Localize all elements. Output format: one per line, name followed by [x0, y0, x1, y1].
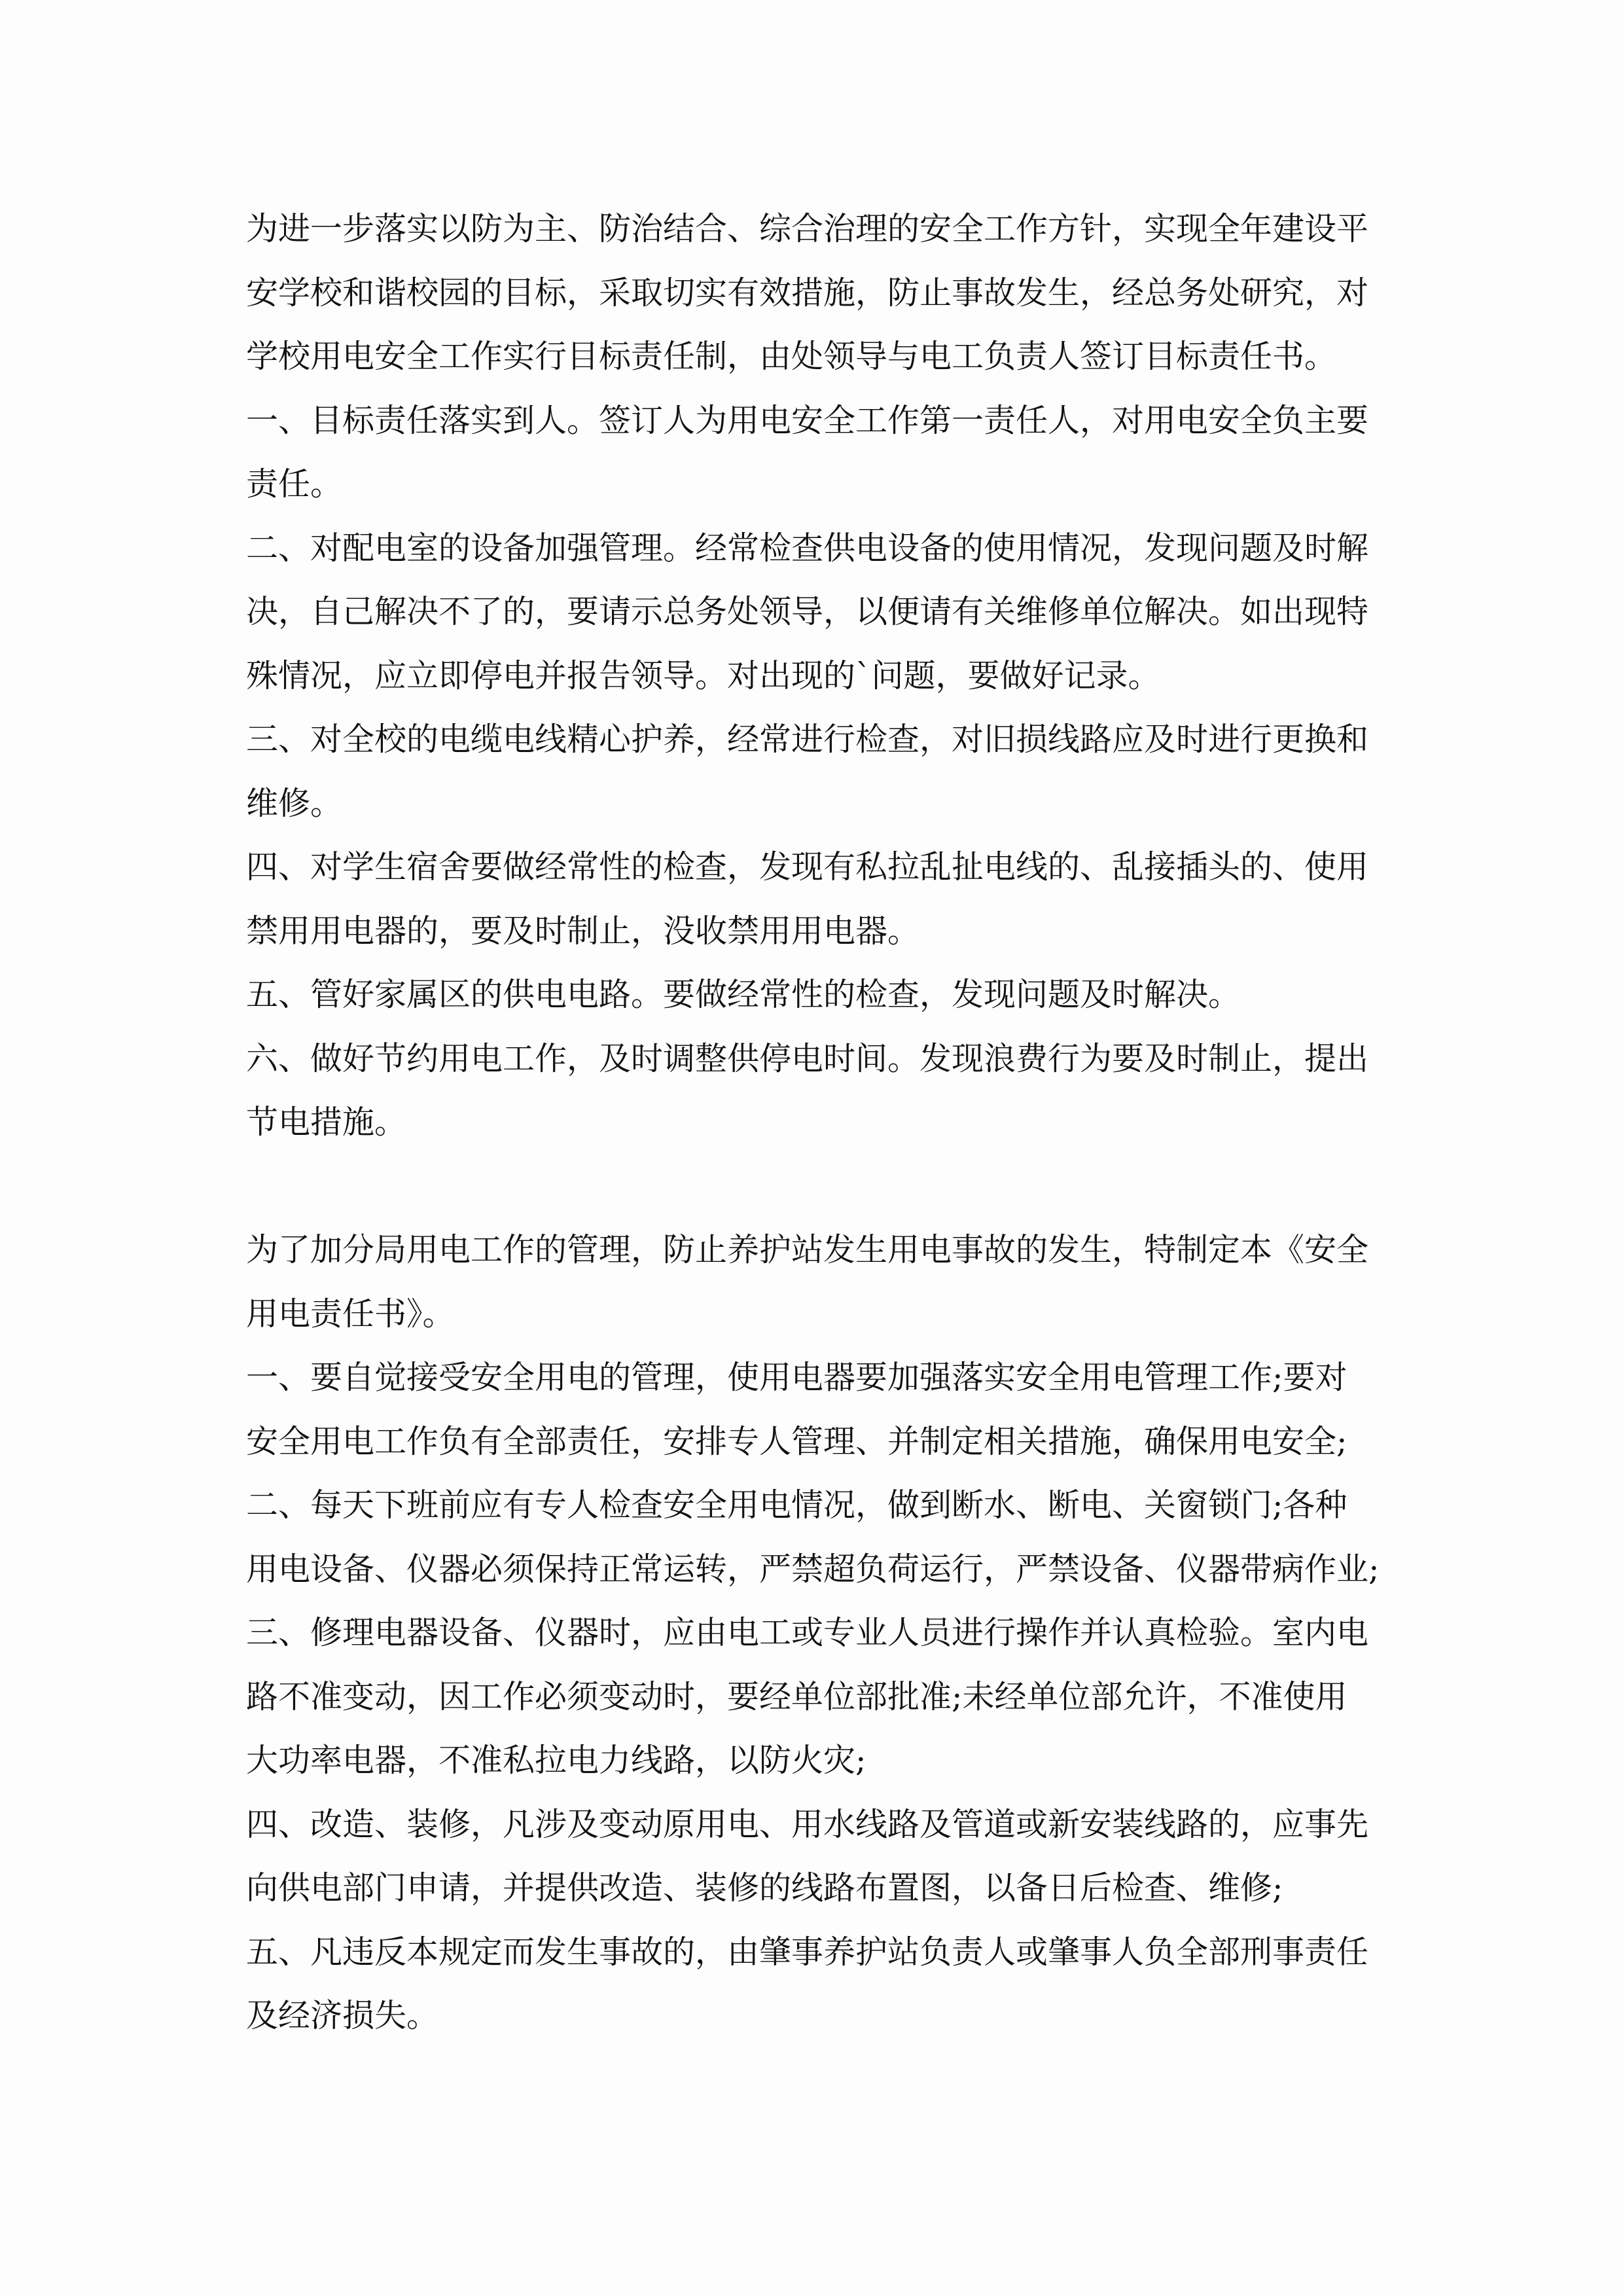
clause-line: 六、做好节约用电工作，及时调整供停电时间。发现浪费行为要及时制止，提出 [246, 1039, 1369, 1077]
section-maintenance-station-electricity-responsibility [246, 1218, 1398, 2048]
intro-line: 为进一步落实以防为主、防治结合、综合治理的安全工作方针，实现全年建设平 [246, 210, 1369, 247]
clause-line: 五、管好家属区的供电电路。要做经常性的检查，发现问题及时解决。 [246, 976, 1241, 1013]
clause-line: 殊情况，应立即停电并报告领导。对出现的`问题，要做好记录。 [246, 656, 1160, 694]
clause-line: 责任。 [246, 465, 343, 503]
clause-line: 禁用用电器的，要及时制止，没收禁用用电器。 [246, 912, 920, 950]
clause-line: 五、凡违反本规定而发生事故的，由肇事养护站负责人或肇事人负全部刑事责任 [246, 1933, 1369, 1971]
clause-line: 向供电部门申请，并提供改造、装修的线路布置图，以备日后检查、维修; [246, 1869, 1283, 1907]
clause-line: 安全用电工作负有全部责任，安排专人管理、并制定相关措施，确保用电安全; [246, 1422, 1347, 1460]
intro-line: 安学校和谐校园的目标，采取切实有效措施，防止事故发生，经总务处研究，对 [246, 274, 1369, 312]
clause-line: 用电设备、仪器必须保持正常运转，严禁超负荷运行，严禁设备、仪器带病作业; [246, 1550, 1380, 1588]
clause-line: 决，自己解决不了的，要请示总务处领导，以便请有关维修单位解决。如出现特 [246, 593, 1369, 630]
clause-line: 路不准变动，因工作必须变动时，要经单位部批准;未经单位部允许，不准使用 [246, 1677, 1347, 1715]
clause-line: 二、每天下班前应有专人检查安全用电情况，做到断水、断电、关窗锁门;各种 [246, 1486, 1347, 1524]
clause-line: 节电措施。 [246, 1103, 407, 1141]
clause-line: 一、目标责任落实到人。签订人为用电安全工作第一责任人，对用电安全负主要 [246, 401, 1369, 439]
clause-line: 四、改造、装修，凡涉及变动原用电、用水线路及管道或新安装线路的，应事先 [246, 1805, 1369, 1843]
clause-line: 二、对配电室的设备加强管理。经常检查供电设备的使用情况，发现问题及时解 [246, 529, 1369, 567]
clause-line: 及经济损失。 [246, 1997, 439, 2034]
clause-line: 大功率电器，不准私拉电力线路，以防火灾; [246, 1742, 866, 1779]
clause-line: 一、要自觉接受安全用电的管理，使用电器要加强落实安全用电管理工作;要对 [246, 1359, 1347, 1396]
intro-line: 学校用电安全工作实行目标责任制，由处领导与电工负责人签订目标责任书。 [246, 338, 1337, 375]
section-school-electricity-responsibility [246, 197, 1398, 1155]
clause-line: 维修。 [246, 784, 343, 822]
clause-line: 三、修理电器设备、仪器时，应由电工或专业人员进行操作并认真检验。室内电 [246, 1614, 1369, 1651]
intro-line: 用电责任书》。 [246, 1295, 455, 1333]
clause-line: 四、对学生宿舍要做经常性的检查，发现有私拉乱扯电线的、乱接插头的、使用 [246, 848, 1369, 886]
clause-line: 三、对全校的电缆电线精心护养，经常进行检查，对旧损线路应及时进行更换和 [246, 721, 1369, 758]
intro-line: 为了加分局用电工作的管理，防止养护站发生用电事故的发生，特制定本《安全 [246, 1231, 1369, 1268]
